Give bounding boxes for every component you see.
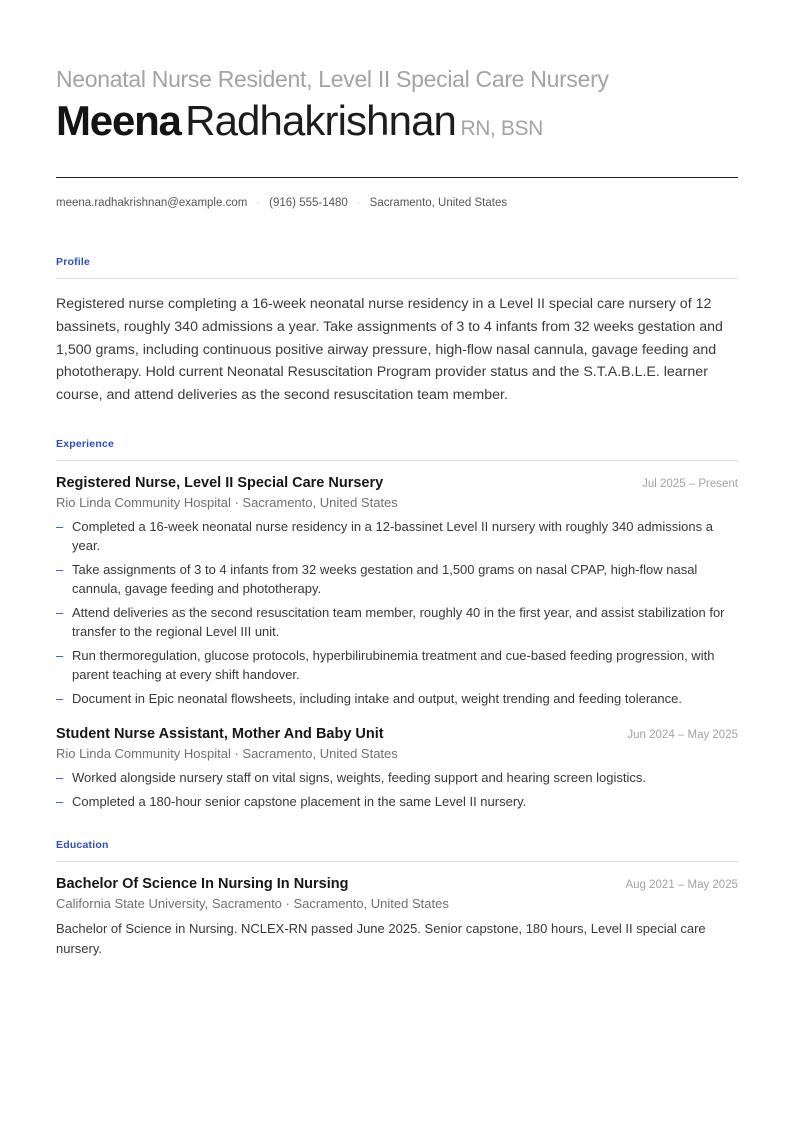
bullet-item	[56, 517, 738, 556]
contact-separator: ·	[356, 197, 361, 209]
education-section	[56, 838, 738, 959]
first-name: Meena	[56, 97, 181, 144]
location-text: Sacramento, United States	[369, 197, 508, 209]
entry-header	[56, 726, 738, 742]
experience-section	[56, 437, 738, 812]
section-divider	[56, 278, 738, 279]
profile-section	[56, 255, 738, 407]
last-name: Radhakrishnan	[185, 97, 456, 144]
experience-heading: Experience	[56, 437, 115, 450]
institution: California State University, Sacramento · Sacramento, United States	[56, 896, 449, 912]
dash-icon: –	[56, 518, 64, 534]
contact-separator: ·	[256, 197, 261, 209]
experience-entry	[56, 726, 738, 811]
bullet-list	[56, 517, 738, 709]
contact-line	[56, 195, 738, 211]
bullet-text: Attend deliveries as the second resuscitation team member, roughly 40 in the first year, and assist stabilization for transfer to the regional Level III unit.	[72, 604, 725, 640]
bullet-item	[56, 792, 738, 812]
section-divider	[56, 861, 738, 862]
job-dates: Jun 2024 – May 2025	[627, 729, 738, 742]
education-details: Bachelor of Science in Nursing. NCLEX-RN passed June 2025. Senior capstone, 180 hours, Level II special care nursery.	[56, 921, 706, 957]
name-row	[56, 96, 738, 156]
bullet-text: Completed a 16-week neonatal nurse residency in a 12-bassinet Level II nursery with roughly 340 admissions a year.	[72, 518, 713, 554]
section-divider	[56, 460, 738, 461]
education-dates: Aug 2021 – May 2025	[625, 879, 738, 892]
dash-icon: –	[56, 604, 64, 620]
bullet-item	[56, 768, 738, 788]
job-dates: Jul 2025 – Present	[642, 477, 738, 490]
bullet-item	[56, 560, 738, 599]
bullet-text: Worked alongside nursery staff on vital signs, weights, feeding support and hearing screen logistics.	[72, 770, 647, 786]
bullet-text: Take assignments of 3 to 4 infants from 32 weeks gestation and 1,500 grams on nasal CPAP, high-flow nasal cannula, gavage feeding and phototherapy.	[72, 561, 698, 597]
email-link[interactable]: meena.radhakrishnan@example.com	[56, 197, 248, 209]
bullet-item	[56, 646, 738, 685]
entry-header	[56, 876, 738, 892]
dash-icon: –	[56, 770, 64, 786]
dash-icon: –	[56, 793, 64, 809]
profile-heading: Profile	[56, 256, 91, 268]
profile-summary: Registered nurse completing a 16-week neonatal nurse residency in a Level II special care nursery of 12 bassinets, roughly 340 admissions a year. Take assignments of 3 to 4 infants from 32 weeks gestation and 1,500 grams, including continuous positive airway pressure, high-flow nasal cannula, gavage feeding and phototherapy. Hold current Neonatal Resuscitation Program provider status and the S.T.A.B.L.E. learner course, and attend deliveries as the second resuscitation team member.	[56, 296, 723, 404]
degree-title: Bachelor Of Science In Nursing In Nursing	[56, 876, 349, 893]
employer: Rio Linda Community Hospital · Sacramento, United States	[56, 746, 398, 762]
bullet-item	[56, 689, 738, 709]
bullet-item	[56, 603, 738, 642]
job-title: Registered Nurse, Level II Special Care Nursery	[56, 474, 384, 491]
education-entry	[56, 876, 738, 959]
bullet-text: Document in Epic neonatal flowsheets, including intake and output, weight trending and feeding tolerance.	[72, 690, 682, 706]
header-divider	[56, 177, 738, 178]
headline: Neonatal Nurse Resident, Level II Special Care Nursery	[56, 66, 609, 92]
employer: Rio Linda Community Hospital · Sacramento, United States	[56, 494, 398, 510]
dash-icon: –	[56, 647, 64, 663]
phone-link[interactable]: (916) 555-1480	[269, 197, 348, 209]
dash-icon: –	[56, 690, 64, 706]
bullet-list	[56, 768, 738, 811]
job-title: Student Nurse Assistant, Mother And Baby Unit	[56, 726, 384, 743]
entry-header	[56, 475, 738, 491]
education-heading: Education	[56, 839, 109, 852]
experience-entry	[56, 475, 738, 709]
bullet-text: Completed a 180-hour senior capstone placement in the same Level II nursery.	[72, 793, 527, 809]
dash-icon: –	[56, 561, 64, 577]
bullet-text: Run thermoregulation, glucose protocols, hyperbilirubinemia treatment and cue-based feeding progression, with parent teaching at every shift handover.	[72, 647, 715, 683]
credentials: RN, BSN	[460, 117, 543, 140]
